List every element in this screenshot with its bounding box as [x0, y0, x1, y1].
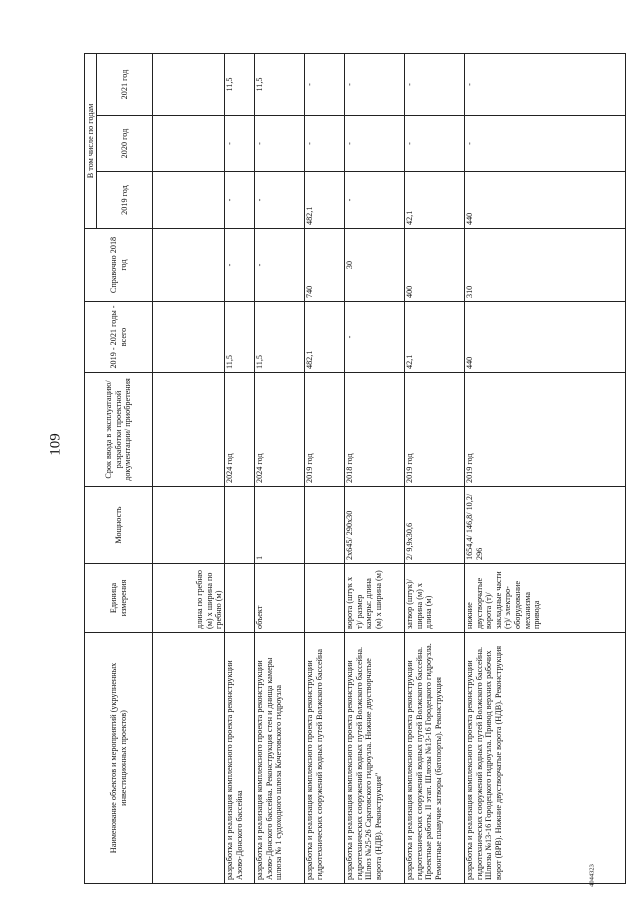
- table-row: [405, 54, 465, 884]
- cell-deadline: 2019 год: [305, 373, 345, 487]
- cell-2020: -: [405, 116, 465, 172]
- cell-2021: [153, 54, 225, 116]
- cell-deadline: 2018 год: [345, 373, 405, 487]
- cell-2019: -: [255, 172, 305, 229]
- header-deadline: Срок ввода в эксплуатацию/ разработки проектной документации/ приобретения: [85, 373, 153, 487]
- cell-2019: -: [345, 172, 405, 229]
- table-row: [305, 54, 345, 884]
- cell-capacity: [153, 487, 225, 564]
- cell-total: 482,1: [305, 302, 345, 373]
- cell-2019: 482,1: [305, 172, 345, 229]
- cell-unit: [225, 564, 255, 633]
- cell-ref2018: -: [225, 229, 255, 302]
- cell-name: разработка и реализация комплексного проекта реконструкции гидротехнических сооружений водных путей Волжского бассейна. Шлюзы №13-16 Городецкого гидроузла. Привод верхних рабочих ворот (ВРВ). Нижние двустворчатые ворота (НДВ). Реконструкция: [465, 633, 626, 884]
- cell-ref2018: 740: [305, 229, 345, 302]
- cell-capacity: 1654,4/ 146,8/ 10,2/ 296: [465, 487, 626, 564]
- cell-unit: затвор (штук)/ ширина (м) х длина (м): [405, 564, 465, 633]
- cell-capacity: [225, 487, 255, 564]
- cell-capacity: [305, 487, 345, 564]
- cell-2021: -: [305, 54, 345, 116]
- header-total: 2019 - 2021 годы - всего: [85, 302, 153, 373]
- cell-2020: -: [345, 116, 405, 172]
- table-row: [153, 54, 225, 884]
- cell-ref2018: [153, 229, 225, 302]
- cell-2020: -: [465, 116, 626, 172]
- cell-name: [153, 633, 225, 884]
- cell-2021: 11,5: [225, 54, 255, 116]
- header-capacity: Мощность: [85, 487, 153, 564]
- cell-name: разработка и реализация комплексного проекта реконструкции Азово-Донского бассейна. Реконструкция стен и днища камеры шлюза № 1 судоходного шлюза Кочетовского гидроузла: [255, 633, 305, 884]
- header-ref2018: Справочно 2018 год: [85, 229, 153, 302]
- cell-ref2018: 400: [405, 229, 465, 302]
- cell-deadline: 2019 год: [405, 373, 465, 487]
- cell-2019: 42,1: [405, 172, 465, 229]
- cell-deadline: 2024 год: [255, 373, 305, 487]
- cell-name: разработка и реализация комплексного проекта реконструкции гидротехнических сооружений водных путей Волжского бассейна. Шлюз №25-26 Саратовского гидроузла. Нижние двустворчатые ворота (НДВ). Реконструкция": [345, 633, 405, 884]
- cell-2020: -: [255, 116, 305, 172]
- cell-2021: -: [345, 54, 405, 116]
- header-name: Наименование объектов и мероприятий (укрупненных инвестиционных проектов): [85, 633, 153, 884]
- cell-total: 440: [465, 302, 626, 373]
- header-by-year: В том числе по годам: [85, 54, 97, 229]
- cell-ref2018: 310: [465, 229, 626, 302]
- cell-2020: -: [305, 116, 345, 172]
- cell-ref2018: -: [255, 229, 305, 302]
- cell-capacity: 2х645/ 290х30: [345, 487, 405, 564]
- header-2019: 2019 год: [97, 172, 153, 229]
- cell-unit: ворота (штук х т)/ размер камеры: длина (м) х ширина (м): [345, 564, 405, 633]
- cell-total: -: [345, 302, 405, 373]
- cell-unit: длина по гребню (м) х ширина по гребню (м): [153, 564, 225, 633]
- table-row: [255, 54, 305, 884]
- cell-2020: -: [225, 116, 255, 172]
- cell-name: разработка и реализация комплексного проекта реконструкции Азово-Донского бассейна: [225, 633, 255, 884]
- cell-unit: [305, 564, 345, 633]
- cell-2019: -: [225, 172, 255, 229]
- cell-name: разработка и реализация комплексного проекта реконструкции гидротехнических сооружений водных путей Волжского бассейна. Проектные работы. II этап. Шлюзы №13-16 Городецкого гидроузла. Ремонтные плавучие затворы (батопорты). Реконструкция: [405, 633, 465, 884]
- header-unit: Единица измерения: [85, 564, 153, 633]
- cell-2021: -: [465, 54, 626, 116]
- cell-deadline: 2019 год: [465, 373, 626, 487]
- cell-name: разработка и реализация комплексного проекта реконструкции гидротехнических сооружений водных путей Волжского бассейна: [305, 633, 345, 884]
- cell-deadline: [153, 373, 225, 487]
- rotated-table-container: [84, 54, 626, 884]
- cell-2019: [153, 172, 225, 229]
- document-id-stamp: 4044323: [588, 864, 596, 887]
- cell-capacity: 1: [255, 487, 305, 564]
- cell-2019: 440: [465, 172, 626, 229]
- cell-deadline: 2024 год: [225, 373, 255, 487]
- cell-total: 11,5: [225, 302, 255, 373]
- header-2020: 2020 год: [97, 116, 153, 172]
- cell-capacity: 2/ 9,9х30,6: [405, 487, 465, 564]
- cell-total: [153, 302, 225, 373]
- cell-total: 11,5: [255, 302, 305, 373]
- page-number: 109: [47, 433, 64, 456]
- cell-unit: нижние двустворчатые ворота (т)/ закладные части (т)/ электро-оборудование механизма привода: [465, 564, 626, 633]
- cell-total: 42,1: [405, 302, 465, 373]
- header-2021: 2021 год: [97, 54, 153, 116]
- cell-unit: объект: [255, 564, 305, 633]
- table-row: [465, 54, 626, 884]
- investment-table: [84, 53, 626, 884]
- table-row: [345, 54, 405, 884]
- cell-2021: -: [405, 54, 465, 116]
- cell-2021: 11,5: [255, 54, 305, 116]
- cell-2020: [153, 116, 225, 172]
- cell-ref2018: 30: [345, 229, 405, 302]
- table-row: [225, 54, 255, 884]
